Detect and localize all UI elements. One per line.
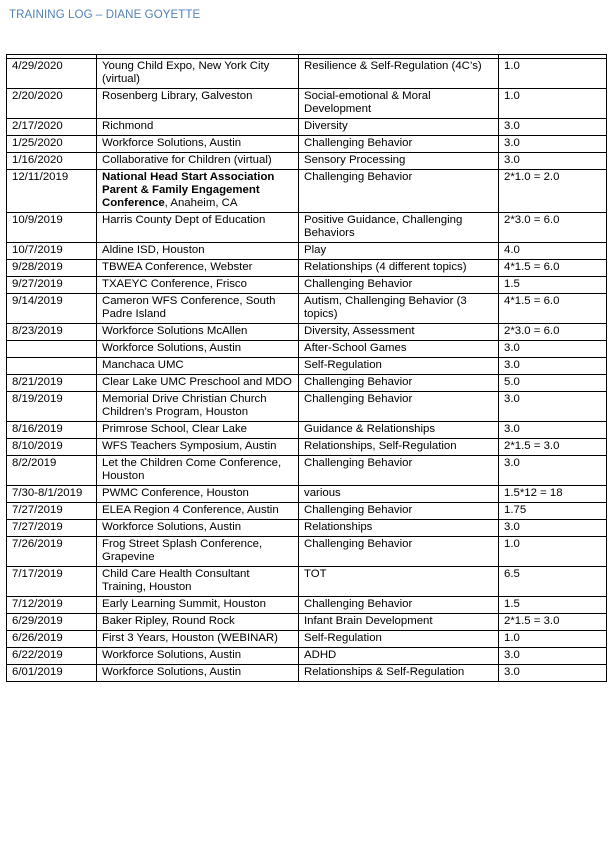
hours-cell: 3.0	[499, 136, 607, 153]
topic-cell: Self-Regulation	[299, 631, 499, 648]
table-row	[7, 260, 607, 277]
table-row	[7, 392, 607, 422]
hours-cell: 6.5	[499, 567, 607, 597]
hours-cell: 3.0	[499, 341, 607, 358]
training-log-body	[7, 55, 607, 682]
table-row	[7, 119, 607, 136]
location-cell: Early Learning Summit, Houston	[97, 597, 299, 614]
table-row	[7, 136, 607, 153]
date-cell: 12/11/2019	[7, 170, 97, 213]
hours-cell: 4*1.5 = 6.0	[499, 294, 607, 324]
document-title: TRAINING LOG – DIANE GOYETTE	[9, 9, 201, 21]
topic-cell: Challenging Behavior	[299, 503, 499, 520]
table-row	[7, 153, 607, 170]
location-cell: Young Child Expo, New York City (virtual)	[97, 59, 299, 89]
table-row	[7, 486, 607, 503]
table-row	[7, 324, 607, 341]
topic-cell: Relationships, Self-Regulation	[299, 439, 499, 456]
location-cell: Child Care Health Consultant Training, Houston	[97, 567, 299, 597]
table-row	[7, 537, 607, 567]
date-cell: 6/26/2019	[7, 631, 97, 648]
training-log-table	[6, 54, 607, 682]
location-bold-text: National Head Start Association Parent & Family Engagement Conference	[102, 171, 275, 209]
location-cell: Primrose School, Clear Lake	[97, 422, 299, 439]
hours-cell: 3.0	[499, 520, 607, 537]
location-cell: First 3 Years, Houston (WEBINAR)	[97, 631, 299, 648]
table-row	[7, 665, 607, 682]
hours-cell: 3.0	[499, 456, 607, 486]
topic-cell: Sensory Processing	[299, 153, 499, 170]
location-cell: Let the Children Come Conference, Houston	[97, 456, 299, 486]
table-row	[7, 294, 607, 324]
date-cell: 6/22/2019	[7, 648, 97, 665]
location-cell: Cameron WFS Conference, South Padre Island	[97, 294, 299, 324]
hours-cell: 1.0	[499, 631, 607, 648]
topic-cell: Autism, Challenging Behavior (3 topics)	[299, 294, 499, 324]
hours-cell: 2*1.0 = 2.0	[499, 170, 607, 213]
location-cell: WFS Teachers Symposium, Austin	[97, 439, 299, 456]
topic-cell: Diversity, Assessment	[299, 324, 499, 341]
topic-cell: After-School Games	[299, 341, 499, 358]
location-cell: PWMC Conference, Houston	[97, 486, 299, 503]
hours-cell: 3.0	[499, 665, 607, 682]
topic-cell: Challenging Behavior	[299, 456, 499, 486]
location-cell: Baker Ripley, Round Rock	[97, 614, 299, 631]
hours-cell: 2*1.5 = 3.0	[499, 614, 607, 631]
topic-cell: Social-emotional & Moral Development	[299, 89, 499, 119]
hours-cell: 4.0	[499, 243, 607, 260]
topic-cell: Challenging Behavior	[299, 170, 499, 213]
topic-cell: Self-Regulation	[299, 358, 499, 375]
date-cell	[7, 358, 97, 375]
table-row	[7, 648, 607, 665]
topic-cell: Challenging Behavior	[299, 375, 499, 392]
table-row	[7, 631, 607, 648]
table-row	[7, 59, 607, 89]
topic-cell: various	[299, 486, 499, 503]
hours-cell: 1.0	[499, 537, 607, 567]
date-cell: 8/2/2019	[7, 456, 97, 486]
table-row	[7, 614, 607, 631]
date-cell: 9/27/2019	[7, 277, 97, 294]
date-cell: 8/19/2019	[7, 392, 97, 422]
hours-cell: 3.0	[499, 119, 607, 136]
hours-cell: 1.0	[499, 59, 607, 89]
hours-cell: 1.0	[499, 89, 607, 119]
table-row	[7, 597, 607, 614]
hours-cell: 3.0	[499, 648, 607, 665]
topic-cell: Diversity	[299, 119, 499, 136]
date-cell: 7/17/2019	[7, 567, 97, 597]
location-cell: TXAEYC Conference, Frisco	[97, 277, 299, 294]
table-row	[7, 456, 607, 486]
date-cell	[7, 341, 97, 358]
table-row	[7, 213, 607, 243]
date-cell: 7/30-8/1/2019	[7, 486, 97, 503]
topic-cell: Challenging Behavior	[299, 136, 499, 153]
location-cell: Richmond	[97, 119, 299, 136]
location-cell: Workforce Solutions, Austin	[97, 341, 299, 358]
topic-cell: ADHD	[299, 648, 499, 665]
hours-cell: 2*1.5 = 3.0	[499, 439, 607, 456]
hours-cell: 3.0	[499, 392, 607, 422]
topic-cell: Play	[299, 243, 499, 260]
location-cell: Frog Street Splash Conference, Grapevine	[97, 537, 299, 567]
date-cell: 2/20/2020	[7, 89, 97, 119]
location-cell: Manchaca UMC	[97, 358, 299, 375]
topic-cell: TOT	[299, 567, 499, 597]
date-cell: 6/29/2019	[7, 614, 97, 631]
date-cell: 8/16/2019	[7, 422, 97, 439]
date-cell: 1/16/2020	[7, 153, 97, 170]
topic-cell: Resilience & Self-Regulation (4C’s)	[299, 59, 499, 89]
table-row	[7, 422, 607, 439]
hours-cell: 2*3.0 = 6.0	[499, 213, 607, 243]
location-cell: Workforce Solutions, Austin	[97, 520, 299, 537]
location-cell: Aldine ISD, Houston	[97, 243, 299, 260]
hours-cell: 1.75	[499, 503, 607, 520]
table-row	[7, 277, 607, 294]
date-cell: 9/28/2019	[7, 260, 97, 277]
hours-cell: 2*3.0 = 6.0	[499, 324, 607, 341]
table-row	[7, 567, 607, 597]
topic-cell: Guidance & Relationships	[299, 422, 499, 439]
table-row	[7, 375, 607, 392]
table-row	[7, 341, 607, 358]
date-cell: 1/25/2020	[7, 136, 97, 153]
date-cell: 9/14/2019	[7, 294, 97, 324]
table-row	[7, 243, 607, 260]
topic-cell: Relationships	[299, 520, 499, 537]
table-row	[7, 439, 607, 456]
date-cell: 4/29/2020	[7, 59, 97, 89]
location-cell: Rosenberg Library, Galveston	[97, 89, 299, 119]
location-cell: Workforce Solutions, Austin	[97, 648, 299, 665]
date-cell: 2/17/2020	[7, 119, 97, 136]
topic-cell: Challenging Behavior	[299, 597, 499, 614]
date-cell: 7/27/2019	[7, 520, 97, 537]
table-row	[7, 520, 607, 537]
location-cell: Workforce Solutions, Austin	[97, 136, 299, 153]
hours-cell: 3.0	[499, 422, 607, 439]
hours-cell: 3.0	[499, 153, 607, 170]
hours-cell: 1.5*12 = 18	[499, 486, 607, 503]
hours-cell: 3.0	[499, 358, 607, 375]
table-row	[7, 503, 607, 520]
hours-cell: 1.5	[499, 277, 607, 294]
table-row	[7, 89, 607, 119]
date-cell: 7/26/2019	[7, 537, 97, 567]
table-row	[7, 170, 607, 213]
date-cell: 7/27/2019	[7, 503, 97, 520]
location-cell: Workforce Solutions McAllen	[97, 324, 299, 341]
date-cell: 8/23/2019	[7, 324, 97, 341]
location-cell: TBWEA Conference, Webster	[97, 260, 299, 277]
date-cell: 8/10/2019	[7, 439, 97, 456]
location-cell: Clear Lake UMC Preschool and MDO	[97, 375, 299, 392]
location-cell: Harris County Dept of Education	[97, 213, 299, 243]
location-cell: Workforce Solutions, Austin	[97, 665, 299, 682]
location-cell	[97, 170, 299, 213]
date-cell: 10/7/2019	[7, 243, 97, 260]
topic-cell: Challenging Behavior	[299, 392, 499, 422]
date-cell: 6/01/2019	[7, 665, 97, 682]
topic-cell: Relationships (4 different topics)	[299, 260, 499, 277]
location-cell: ELEA Region 4 Conference, Austin	[97, 503, 299, 520]
table-row	[7, 358, 607, 375]
date-cell: 7/12/2019	[7, 597, 97, 614]
location-suffix-text: , Anaheim, CA	[164, 197, 238, 209]
hours-cell: 5.0	[499, 375, 607, 392]
date-cell: 10/9/2019	[7, 213, 97, 243]
date-cell: 8/21/2019	[7, 375, 97, 392]
topic-cell: Challenging Behavior	[299, 277, 499, 294]
topic-cell: Positive Guidance, Challenging Behaviors	[299, 213, 499, 243]
location-cell: Memorial Drive Christian Church Children’s Program, Houston	[97, 392, 299, 422]
hours-cell: 1.5	[499, 597, 607, 614]
hours-cell: 4*1.5 = 6.0	[499, 260, 607, 277]
topic-cell: Challenging Behavior	[299, 537, 499, 567]
location-cell: Collaborative for Children (virtual)	[97, 153, 299, 170]
topic-cell: Infant Brain Development	[299, 614, 499, 631]
topic-cell: Relationships & Self-Regulation	[299, 665, 499, 682]
